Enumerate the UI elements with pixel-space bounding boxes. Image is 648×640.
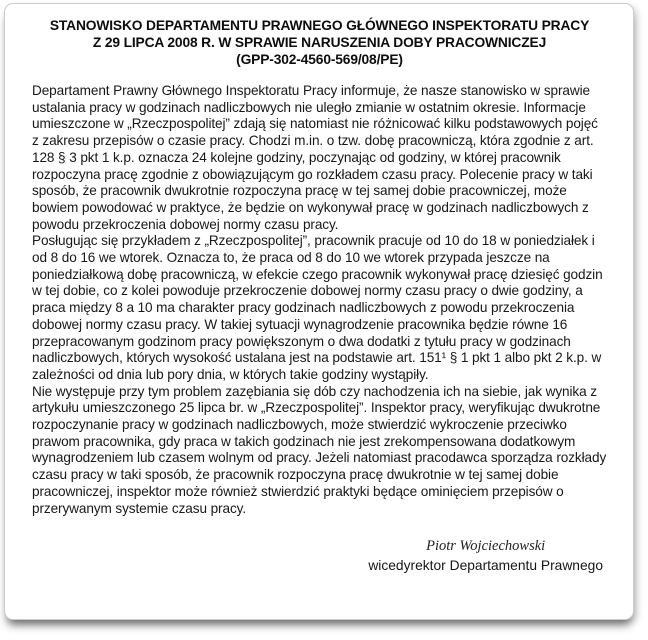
- paragraph-3: Nie występuje przy tym problem zazębiania się dób czy nachodzenia ich na siebie, jak wynika z artykułu umieszczonego 25 lipca br. w „Rzeczpospolitej”. Inspektor pracy, weryfikując dwukrotne rozpoczynanie pracy w godzinach nadliczbowych, może stwierdzić wykroczenie przeciwko prawom pracownika, gdy praca w takich godzinach nie jest zrekompensowana dodatkowym wynagrodzeniem lub czasem wolnym od pracy. Jeżeli natomiast pracodawca sporządza rozkłady czasu pracy w taki sposób, że pracownik rozpoczyna pracę dwukrotnie w tej samej dobie pracowniczej, inspektor może również stwierdzić praktyki będące ominięciem przepisów o przerywanym systemie czasu pracy.: [32, 383, 607, 516]
- signature-inner: [368, 537, 603, 575]
- signature-role: wicedyrektor Departamentu Prawnego: [368, 558, 603, 574]
- document-body: [32, 83, 607, 517]
- document-card: [4, 3, 634, 620]
- document-reference-number: (GPP-302-4560-569/08/PE): [236, 52, 403, 67]
- signature-name: Piotr Wojciechowski: [426, 538, 546, 555]
- paragraph-2: Posługując się przykładem z „Rzeczpospolitej”, pracownik pracuje od 10 do 18 w poniedziałek i od 8 do 16 we wtorek. Oznacza to, że praca od 8 do 10 we wtorek przypada jeszcze na poniedziałkową dobę pracowniczą, w efekcie czego pracownik wykonywał pracę dziesięć godzin w tej dobie, co z kolei powoduje przekroczenie dobowej normy czasu pracy o dwie godziny, a praca między 8 a 10 ma charakter pracy godzinach nadliczbowych z powodu przekroczenia dobowej normy czasu pracy. W takiej sytuacji wynagrodzenie pracownika będzie równe 16 przepracowanym godzinom pracy powiększonym o dwa dodatki z tytułu pracy w godzinach nadliczbowych, których wysokość ustalana jest na podstawie art. 151¹ § 1 pkt 1 albo pkt 2 k.p. w zależności od dnia lub pory dnia, w których takie godziny wystąpiły.: [32, 233, 603, 382]
- signature-block: [32, 537, 607, 575]
- paragraph-1: Departament Prawny Głównego Inspektoratu Pracy informuje, że nasze stanowisko w sprawie ustalania pracy w godzinach nadliczbowych nie uległo zmianie w ostatnim okresie. Informacje umieszczone w „Rzeczpospolitej” zdają się natomiast nie różnicować kilku podstawowych pojęć z zakresu przepisów o czasie pracy. Chodzi m.in. o tzw. dobę pracowniczą, która zgodnie z art. 128 § 3 pkt 1 k.p. oznacza 24 kolejne godziny, poczynając od godziny, w której pracownik rozpoczyna pracę zgodnie z obowiązującym go rozkładem czasu pracy. Polecenie pracy w taki sposób, że pracownik dwukrotnie rozpoczyna pracę w tej samej dobie pracowniczej, może bowiem powodować w praktyce, że będzie on wykonywał pracę w godzinach nadliczbowych z powodu przekroczenia dobowej normy czasu pracy.: [32, 83, 598, 232]
- document-title: [32, 17, 607, 68]
- document-title-line-2: Z 29 LIPCA 2008 R. W SPRAWIE NARUSZENIA DOBY PRACOWNICZEJ: [92, 35, 547, 50]
- document-title-line-1: STANOWISKO DEPARTAMENTU PRAWNEGO GŁÓWNEGO INSPEKTORATU PRACY: [49, 18, 590, 33]
